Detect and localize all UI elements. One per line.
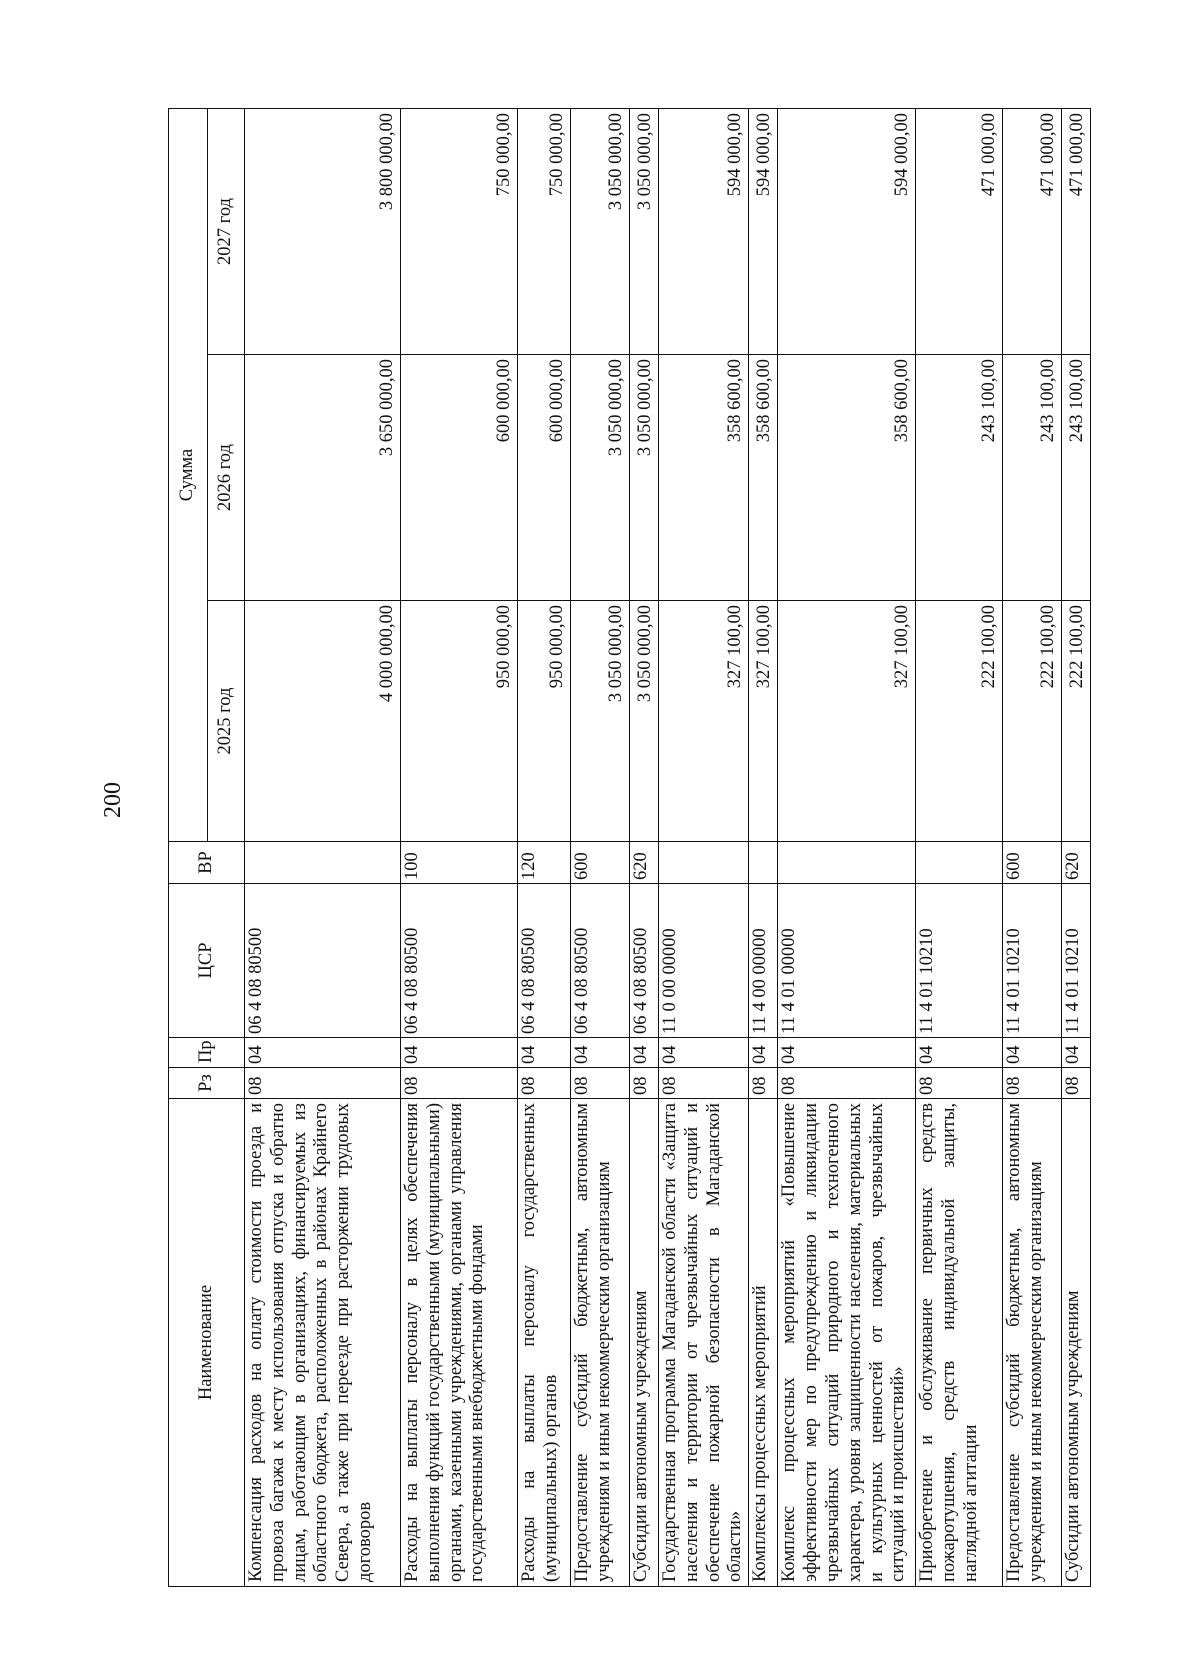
- row-vr: 620: [630, 842, 659, 884]
- row-sum-2027: 594 000,00: [659, 108, 749, 354]
- budget-table-container: [168, 109, 1092, 1587]
- row-sum-2026: 243 100,00: [1062, 355, 1091, 601]
- col-header-2026: 2026 год: [208, 355, 245, 601]
- row-name: Приобретение и обслуживание первичных средств пожаротушения, средств индивидуальной защиты, наглядной агитации: [916, 1099, 1003, 1587]
- row-sum-2026: 358 600,00: [749, 355, 778, 601]
- row-csr: 11 4 01 10210: [1003, 884, 1062, 1038]
- row-sum-2026: 600 000,00: [401, 355, 518, 601]
- row-sum-2026: 243 100,00: [916, 355, 1003, 601]
- row-csr: 06 4 08 80500: [630, 884, 659, 1038]
- row-sum-2025: 327 100,00: [749, 601, 778, 842]
- table-row: [916, 108, 1003, 1586]
- row-pr: 04: [571, 1038, 630, 1068]
- row-sum-2026: 243 100,00: [1003, 355, 1062, 601]
- row-rz: 08: [571, 1068, 630, 1099]
- row-sum-2025: 3 050 000,00: [630, 601, 659, 842]
- row-sum-2026: 3 650 000,00: [245, 355, 401, 601]
- row-pr: 04: [1062, 1038, 1091, 1068]
- row-name: Государственная программа Магаданской области «Защита населения и территории от чрезвычайных ситуаций и обеспечение пожарной безопасности в Магаданской области»: [659, 1099, 749, 1587]
- row-sum-2025: 4 000 000,00: [245, 601, 401, 842]
- row-name: Предоставление субсидий бюджетным, автономным учреждениям и иным некоммерческим организациям: [571, 1099, 630, 1587]
- row-sum-2025: 3 050 000,00: [571, 601, 630, 842]
- row-sum-2025: 222 100,00: [1003, 601, 1062, 842]
- row-name: Компенсация расходов на оплату стоимости проезда и провоза багажа к месту использования отпуска и обратно лицам, работающим в организациях, финансируемых из областного бюджета, расположенных в районах Крайнего Севера, а также при переезде при расторжении трудовых договоров: [245, 1099, 401, 1587]
- row-sum-2026: 358 600,00: [659, 355, 749, 601]
- row-name: Комплекс процессных мероприятий «Повышение эффективности мер по предупреждению и ликвидации чрезвычайных ситуаций природного и техногенного характера, уровня защищенности населения, материальных и культурных ценностей от пожаров, чрезвычайных ситуаций и происшествий»: [778, 1099, 916, 1587]
- row-rz: 08: [1003, 1068, 1062, 1099]
- row-csr: 06 4 08 80500: [401, 884, 518, 1038]
- row-rz: 08: [630, 1068, 659, 1099]
- page-number: 200: [100, 782, 126, 818]
- row-name: Предоставление субсидий бюджетным, автономным учреждениям и иным некоммерческим организациям: [1003, 1099, 1062, 1587]
- header-row: [169, 108, 208, 1586]
- row-csr: 06 4 08 80500: [245, 884, 401, 1038]
- row-name: Комплексы процессных мероприятий: [749, 1099, 778, 1587]
- col-header-csr: ЦСР: [169, 884, 245, 1038]
- row-rz: 08: [778, 1068, 916, 1099]
- row-sum-2026: 600 000,00: [518, 355, 571, 601]
- table-row: [630, 108, 659, 1586]
- row-rz: 08: [245, 1068, 401, 1099]
- row-sum-2025: 327 100,00: [778, 601, 916, 842]
- table-row: [245, 108, 401, 1586]
- row-pr: 04: [778, 1038, 916, 1068]
- row-sum-2026: 3 050 000,00: [630, 355, 659, 601]
- row-rz: 08: [749, 1068, 778, 1099]
- row-name: Субсидии автономным учреждениям: [630, 1099, 659, 1587]
- row-pr: 04: [749, 1038, 778, 1068]
- row-pr: 04: [401, 1038, 518, 1068]
- row-csr: 11 0 00 00000: [659, 884, 749, 1038]
- row-vr: [916, 842, 1003, 884]
- col-header-pr: Пр: [169, 1038, 245, 1068]
- row-name: Расходы на выплаты персоналу государственных (муниципальных) органов: [518, 1099, 571, 1587]
- row-sum-2027: 3 800 000,00: [245, 108, 401, 354]
- row-rz: 08: [518, 1068, 571, 1099]
- row-sum-2025: 950 000,00: [401, 601, 518, 842]
- table-row: [749, 108, 778, 1586]
- row-pr: 04: [630, 1038, 659, 1068]
- row-sum-2027: 750 000,00: [518, 108, 571, 354]
- row-sum-2027: 594 000,00: [778, 108, 916, 354]
- row-sum-2027: 471 000,00: [1003, 108, 1062, 354]
- row-rz: 08: [1062, 1068, 1091, 1099]
- row-vr: 100: [401, 842, 518, 884]
- table-row: [571, 108, 630, 1586]
- col-header-rz: Рз: [169, 1068, 245, 1099]
- row-csr: 11 4 00 00000: [749, 884, 778, 1038]
- row-csr: 06 4 08 80500: [571, 884, 630, 1038]
- col-header-2027: 2027 год: [208, 108, 245, 354]
- table-row: [778, 108, 916, 1586]
- row-sum-2025: 327 100,00: [659, 601, 749, 842]
- row-vr: 120: [518, 842, 571, 884]
- col-header-name: Наименование: [169, 1099, 245, 1587]
- row-pr: 04: [659, 1038, 749, 1068]
- row-vr: 620: [1062, 842, 1091, 884]
- row-sum-2025: 950 000,00: [518, 601, 571, 842]
- row-sum-2027: 750 000,00: [401, 108, 518, 354]
- table-row: [1003, 108, 1062, 1586]
- row-sum-2027: 3 050 000,00: [571, 108, 630, 354]
- row-sum-2027: 471 000,00: [1062, 108, 1091, 354]
- row-vr: [778, 842, 916, 884]
- col-header-sum: Сумма: [169, 108, 208, 841]
- table-row: [659, 108, 749, 1586]
- table-row: [518, 108, 571, 1586]
- row-sum-2025: 222 100,00: [916, 601, 1003, 842]
- row-csr: 11 4 01 00000: [778, 884, 916, 1038]
- budget-table: [168, 108, 1091, 1587]
- row-pr: 04: [916, 1038, 1003, 1068]
- row-name: Расходы на выплаты персоналу в целях обеспечения выполнения функций государственными (муниципальными) органами, казенными учреждениями, органами управления государственными внебюджетными фондами: [401, 1099, 518, 1587]
- col-header-vr: ВР: [169, 842, 245, 884]
- row-rz: 08: [659, 1068, 749, 1099]
- row-csr: 06 4 08 80500: [518, 884, 571, 1038]
- row-pr: 04: [518, 1038, 571, 1068]
- row-sum-2027: 594 000,00: [749, 108, 778, 354]
- row-sum-2027: 3 050 000,00: [630, 108, 659, 354]
- row-vr: 600: [1003, 842, 1062, 884]
- row-rz: 08: [401, 1068, 518, 1099]
- row-sum-2025: 222 100,00: [1062, 601, 1091, 842]
- col-header-2025: 2025 год: [208, 601, 245, 842]
- row-pr: 04: [245, 1038, 401, 1068]
- row-rz: 08: [916, 1068, 1003, 1099]
- row-sum-2026: 3 050 000,00: [571, 355, 630, 601]
- row-sum-2026: 358 600,00: [778, 355, 916, 601]
- row-vr: [749, 842, 778, 884]
- row-vr: [245, 842, 401, 884]
- row-vr: [659, 842, 749, 884]
- row-name: Субсидии автономным учреждениям: [1062, 1099, 1091, 1587]
- row-pr: 04: [1003, 1038, 1062, 1068]
- row-csr: 11 4 01 10210: [1062, 884, 1091, 1038]
- row-vr: 600: [571, 842, 630, 884]
- table-row: [1062, 108, 1091, 1586]
- table-row: [401, 108, 518, 1586]
- row-csr: 11 4 01 10210: [916, 884, 1003, 1038]
- row-sum-2027: 471 000,00: [916, 108, 1003, 354]
